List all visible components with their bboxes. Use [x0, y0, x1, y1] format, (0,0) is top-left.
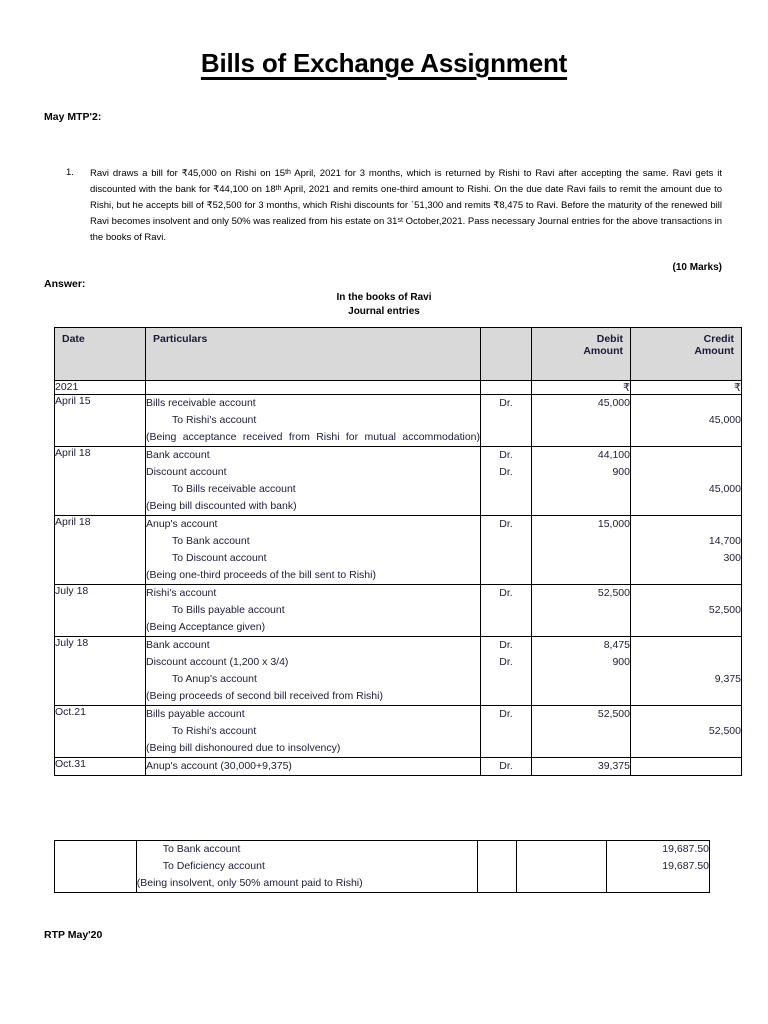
- cell-debit-amount: [532, 585, 631, 637]
- credit-value: 52,500: [708, 725, 741, 737]
- cell-debit-amount: [532, 637, 631, 706]
- dr-marker: Dr.: [499, 466, 513, 478]
- dr-marker: [481, 533, 531, 550]
- journal-table-body: [55, 381, 742, 776]
- debit-value: 15,000: [597, 518, 630, 530]
- dr-marker: [478, 841, 516, 858]
- cell-debit-amount: [532, 706, 631, 758]
- table-header-row: [55, 328, 742, 381]
- cell-particulars: [146, 706, 481, 758]
- column-header-credit-amount: [631, 328, 742, 381]
- page-title: Bills of Exchange Assignment: [200, 48, 568, 78]
- table-caption-journal: Journal entries: [348, 306, 420, 317]
- credit-value: [631, 706, 741, 723]
- cell-date: July 18: [55, 637, 146, 706]
- credit-value: [607, 875, 709, 892]
- particulars-line: To Bills receivable account: [172, 483, 296, 495]
- particulars-line: Discount account: [146, 466, 227, 478]
- particulars-line: (Being one-third proceeds of the bill sent to Rishi): [146, 569, 376, 581]
- ordinal-suffix: st: [397, 217, 403, 225]
- dr-marker: [481, 740, 531, 757]
- credit-value: [631, 567, 741, 584]
- credit-value: [631, 740, 741, 757]
- credit-value: [631, 688, 741, 705]
- debit-header-line1: Debit: [596, 333, 623, 345]
- answer-label: Answer:: [44, 278, 86, 290]
- cell-year-label: 2021: [55, 381, 146, 395]
- cell-dr-marker: [481, 706, 532, 758]
- footer-label: RTP May'20: [44, 929, 103, 941]
- dr-marker: [481, 688, 531, 705]
- dr-marker: Dr.: [499, 760, 513, 772]
- credit-value: 45,000: [708, 483, 741, 495]
- dr-marker: [481, 412, 531, 429]
- debit-value: 52,500: [597, 587, 630, 599]
- table-row-continuation: [55, 841, 710, 893]
- cell-credit-amount: [631, 637, 742, 706]
- cell-particulars: [146, 637, 481, 706]
- journal-table-head: [55, 328, 742, 381]
- credit-header-line1: Credit: [703, 333, 734, 345]
- debit-value: [532, 498, 630, 515]
- cell-credit-amount: [631, 706, 742, 758]
- cell-credit-amount: [631, 447, 742, 516]
- cell-debit-amount: [532, 758, 631, 776]
- particulars-line: (Being insolvent, only 50% amount paid to Rishi): [136, 877, 363, 889]
- dr-marker: Dr.: [499, 656, 513, 668]
- question-block: [66, 165, 722, 245]
- credit-value: 300: [723, 552, 741, 564]
- dr-marker: [481, 602, 531, 619]
- credit-value: [631, 758, 741, 775]
- debit-value: [517, 858, 606, 875]
- column-header-debit-amount: [532, 328, 631, 381]
- debit-value: [532, 723, 630, 740]
- cell-particulars: [146, 395, 481, 447]
- debit-value: 44,100: [597, 449, 630, 461]
- debit-value: [532, 412, 630, 429]
- source-label: May MTP'2:: [44, 111, 102, 123]
- journal-entries-table: [54, 327, 742, 776]
- cell-particulars: [136, 841, 477, 893]
- table-row: [55, 516, 742, 585]
- credit-value: [631, 429, 741, 446]
- dr-marker: [481, 429, 531, 446]
- cell-debit-currency-symbol: ₹: [532, 381, 631, 395]
- dr-marker: [478, 858, 516, 875]
- cell-date: April 15: [55, 395, 146, 447]
- debit-value: [532, 550, 630, 567]
- cell-particulars: [146, 447, 481, 516]
- cell-date-empty: [55, 841, 137, 893]
- debit-value: [532, 602, 630, 619]
- journal-continuation-table: [54, 840, 710, 893]
- particulars-line: Bank account: [146, 449, 210, 461]
- question-segment: Ravi draws a bill for ₹45,000 on Rishi on 15: [90, 167, 286, 179]
- debit-value: [532, 688, 630, 705]
- debit-value: [532, 567, 630, 584]
- cell-debit-amount: [516, 841, 606, 893]
- credit-value: [631, 585, 741, 602]
- cell-debit-amount: [532, 395, 631, 447]
- debit-value: 39,375: [597, 760, 630, 772]
- ordinal-suffix: th: [275, 185, 282, 193]
- particulars-line: Anup's account (30,000+9,375): [146, 760, 292, 772]
- cell-dr-marker: [481, 637, 532, 706]
- dr-marker: [481, 671, 531, 688]
- table-row: [55, 706, 742, 758]
- credit-value: 19,687.50: [662, 860, 709, 872]
- credit-value: [631, 516, 741, 533]
- cell-dr-marker: [481, 758, 532, 776]
- cell-particulars-empty: [146, 381, 481, 395]
- cell-credit-amount: [631, 516, 742, 585]
- marks-label: (10 Marks): [672, 262, 722, 273]
- question-number: 1.: [66, 167, 74, 178]
- particulars-line: Discount account (1,200 x 3/4): [146, 656, 289, 668]
- particulars-line: (Being acceptance received from Rishi for mutual accommodation): [146, 431, 480, 443]
- credit-value: [631, 447, 741, 464]
- debit-value: 900: [612, 656, 630, 668]
- credit-value: [631, 637, 741, 654]
- debit-value: [517, 875, 606, 892]
- debit-value: 45,000: [597, 397, 630, 409]
- dr-marker: [481, 498, 531, 515]
- table-caption-books: In the books of Ravi: [336, 292, 432, 303]
- dr-marker: [481, 550, 531, 567]
- question-segment: April, 2021 for 3 months, which is returned by Rishi to Ravi after accepting the same. Ravi gets it discounted with the bank for ₹44,100 on 18: [90, 167, 722, 196]
- credit-value: [631, 464, 741, 481]
- credit-value: [631, 498, 741, 515]
- table-row: [55, 758, 742, 776]
- dr-marker: Dr.: [499, 518, 513, 530]
- cell-debit-amount: [532, 516, 631, 585]
- particulars-line: Rishi's account: [146, 587, 217, 599]
- particulars-line: To Bank account: [162, 843, 241, 855]
- cell-date: July 18: [55, 585, 146, 637]
- dr-marker: Dr.: [499, 639, 513, 651]
- credit-value: [631, 619, 741, 636]
- cell-date: April 18: [55, 447, 146, 516]
- cell-dr-marker-empty: [481, 381, 532, 395]
- particulars-line: To Deficiency account: [162, 860, 265, 872]
- dr-marker: [481, 567, 531, 584]
- table-row-currency: [55, 381, 742, 395]
- cell-credit-amount: [631, 395, 742, 447]
- dr-marker: Dr.: [499, 449, 513, 461]
- column-header-particulars: Particulars: [146, 328, 481, 381]
- journal-continuation-body: [55, 841, 710, 893]
- credit-value: [631, 654, 741, 671]
- table-row: [55, 585, 742, 637]
- cell-dr-marker: [481, 447, 532, 516]
- table-row: [55, 637, 742, 706]
- dr-marker: [481, 481, 531, 498]
- cell-date: Oct.31: [55, 758, 146, 776]
- credit-value: 14,700: [708, 535, 741, 547]
- particulars-line: Bills payable account: [146, 708, 245, 720]
- cell-dr-marker: [477, 841, 516, 893]
- dr-marker: [478, 875, 516, 892]
- cell-credit-amount: [607, 841, 710, 893]
- cell-credit-amount: [631, 758, 742, 776]
- debit-header-line2: Amount: [583, 345, 623, 357]
- dr-marker: [481, 723, 531, 740]
- particulars-line: (Being proceeds of second bill received from Rishi): [146, 690, 383, 702]
- debit-value: [532, 619, 630, 636]
- particulars-line: To Discount account: [172, 552, 267, 564]
- particulars-line: (Being Acceptance given): [146, 621, 266, 633]
- dr-marker: Dr.: [499, 708, 513, 720]
- cell-dr-marker: [481, 395, 532, 447]
- column-header-date: Date: [55, 328, 146, 381]
- cell-date: April 18: [55, 516, 146, 585]
- particulars-line: To Anup's account: [172, 673, 257, 685]
- credit-value: [631, 395, 741, 412]
- cell-credit-currency-symbol: ₹: [631, 381, 742, 395]
- ordinal-suffix: th: [285, 169, 291, 176]
- column-header-dr-marker: [481, 328, 532, 381]
- particulars-line: To Rishi's account: [172, 414, 257, 426]
- credit-value: 45,000: [708, 414, 741, 426]
- dr-marker: Dr.: [499, 397, 513, 409]
- debit-value: 52,500: [597, 708, 630, 720]
- debit-value: [532, 740, 630, 757]
- cell-particulars: [146, 758, 481, 776]
- debit-value: [532, 429, 630, 446]
- cell-dr-marker: [481, 516, 532, 585]
- particulars-line: (Being bill discounted with bank): [146, 500, 297, 512]
- debit-value: [532, 671, 630, 688]
- table-row: [55, 395, 742, 447]
- debit-value: 8,475: [603, 639, 630, 651]
- cell-credit-amount: [631, 585, 742, 637]
- cell-debit-amount: [532, 447, 631, 516]
- credit-value: 52,500: [708, 604, 741, 616]
- debit-value: [532, 533, 630, 550]
- particulars-line: To Rishi's account: [172, 725, 257, 737]
- particulars-line: Anup's account: [146, 518, 218, 530]
- particulars-line: To Bills payable account: [172, 604, 285, 616]
- debit-value: [517, 841, 606, 858]
- question-segment: April, 2021 and remits one-third amount to Rishi. On the due date Ravi fails to remit the amount due to Rishi, but he accepts bill of ₹52,500 for 3 months, which Rishi discounts for ˋ51,300 and remits ₹8,475 to Ravi. Before the maturity of the renewed bill Ravi becomes insolvent and only 50% was realized from his estate on 31: [90, 184, 722, 228]
- question-segment: October,2021. Pass necessary Journal entries for the above transactions in the books of Ravi.: [90, 216, 722, 243]
- credit-header-line2: Amount: [694, 345, 734, 357]
- table-row: [55, 447, 742, 516]
- debit-value: [532, 481, 630, 498]
- particulars-line: Bills receivable account: [146, 397, 256, 409]
- dr-marker: Dr.: [499, 587, 513, 599]
- particulars-line: (Being bill dishonoured due to insolvency): [146, 742, 341, 754]
- cell-particulars: [146, 585, 481, 637]
- credit-value: 9,375: [714, 673, 741, 685]
- question-text: [90, 165, 722, 245]
- dr-marker: [481, 619, 531, 636]
- cell-dr-marker: [481, 585, 532, 637]
- credit-value: 19,687.50: [662, 843, 709, 855]
- cell-particulars: [146, 516, 481, 585]
- particulars-line: To Bank account: [172, 535, 250, 547]
- particulars-line: Bank account: [146, 639, 210, 651]
- debit-value: 900: [612, 466, 630, 478]
- cell-date: Oct.21: [55, 706, 146, 758]
